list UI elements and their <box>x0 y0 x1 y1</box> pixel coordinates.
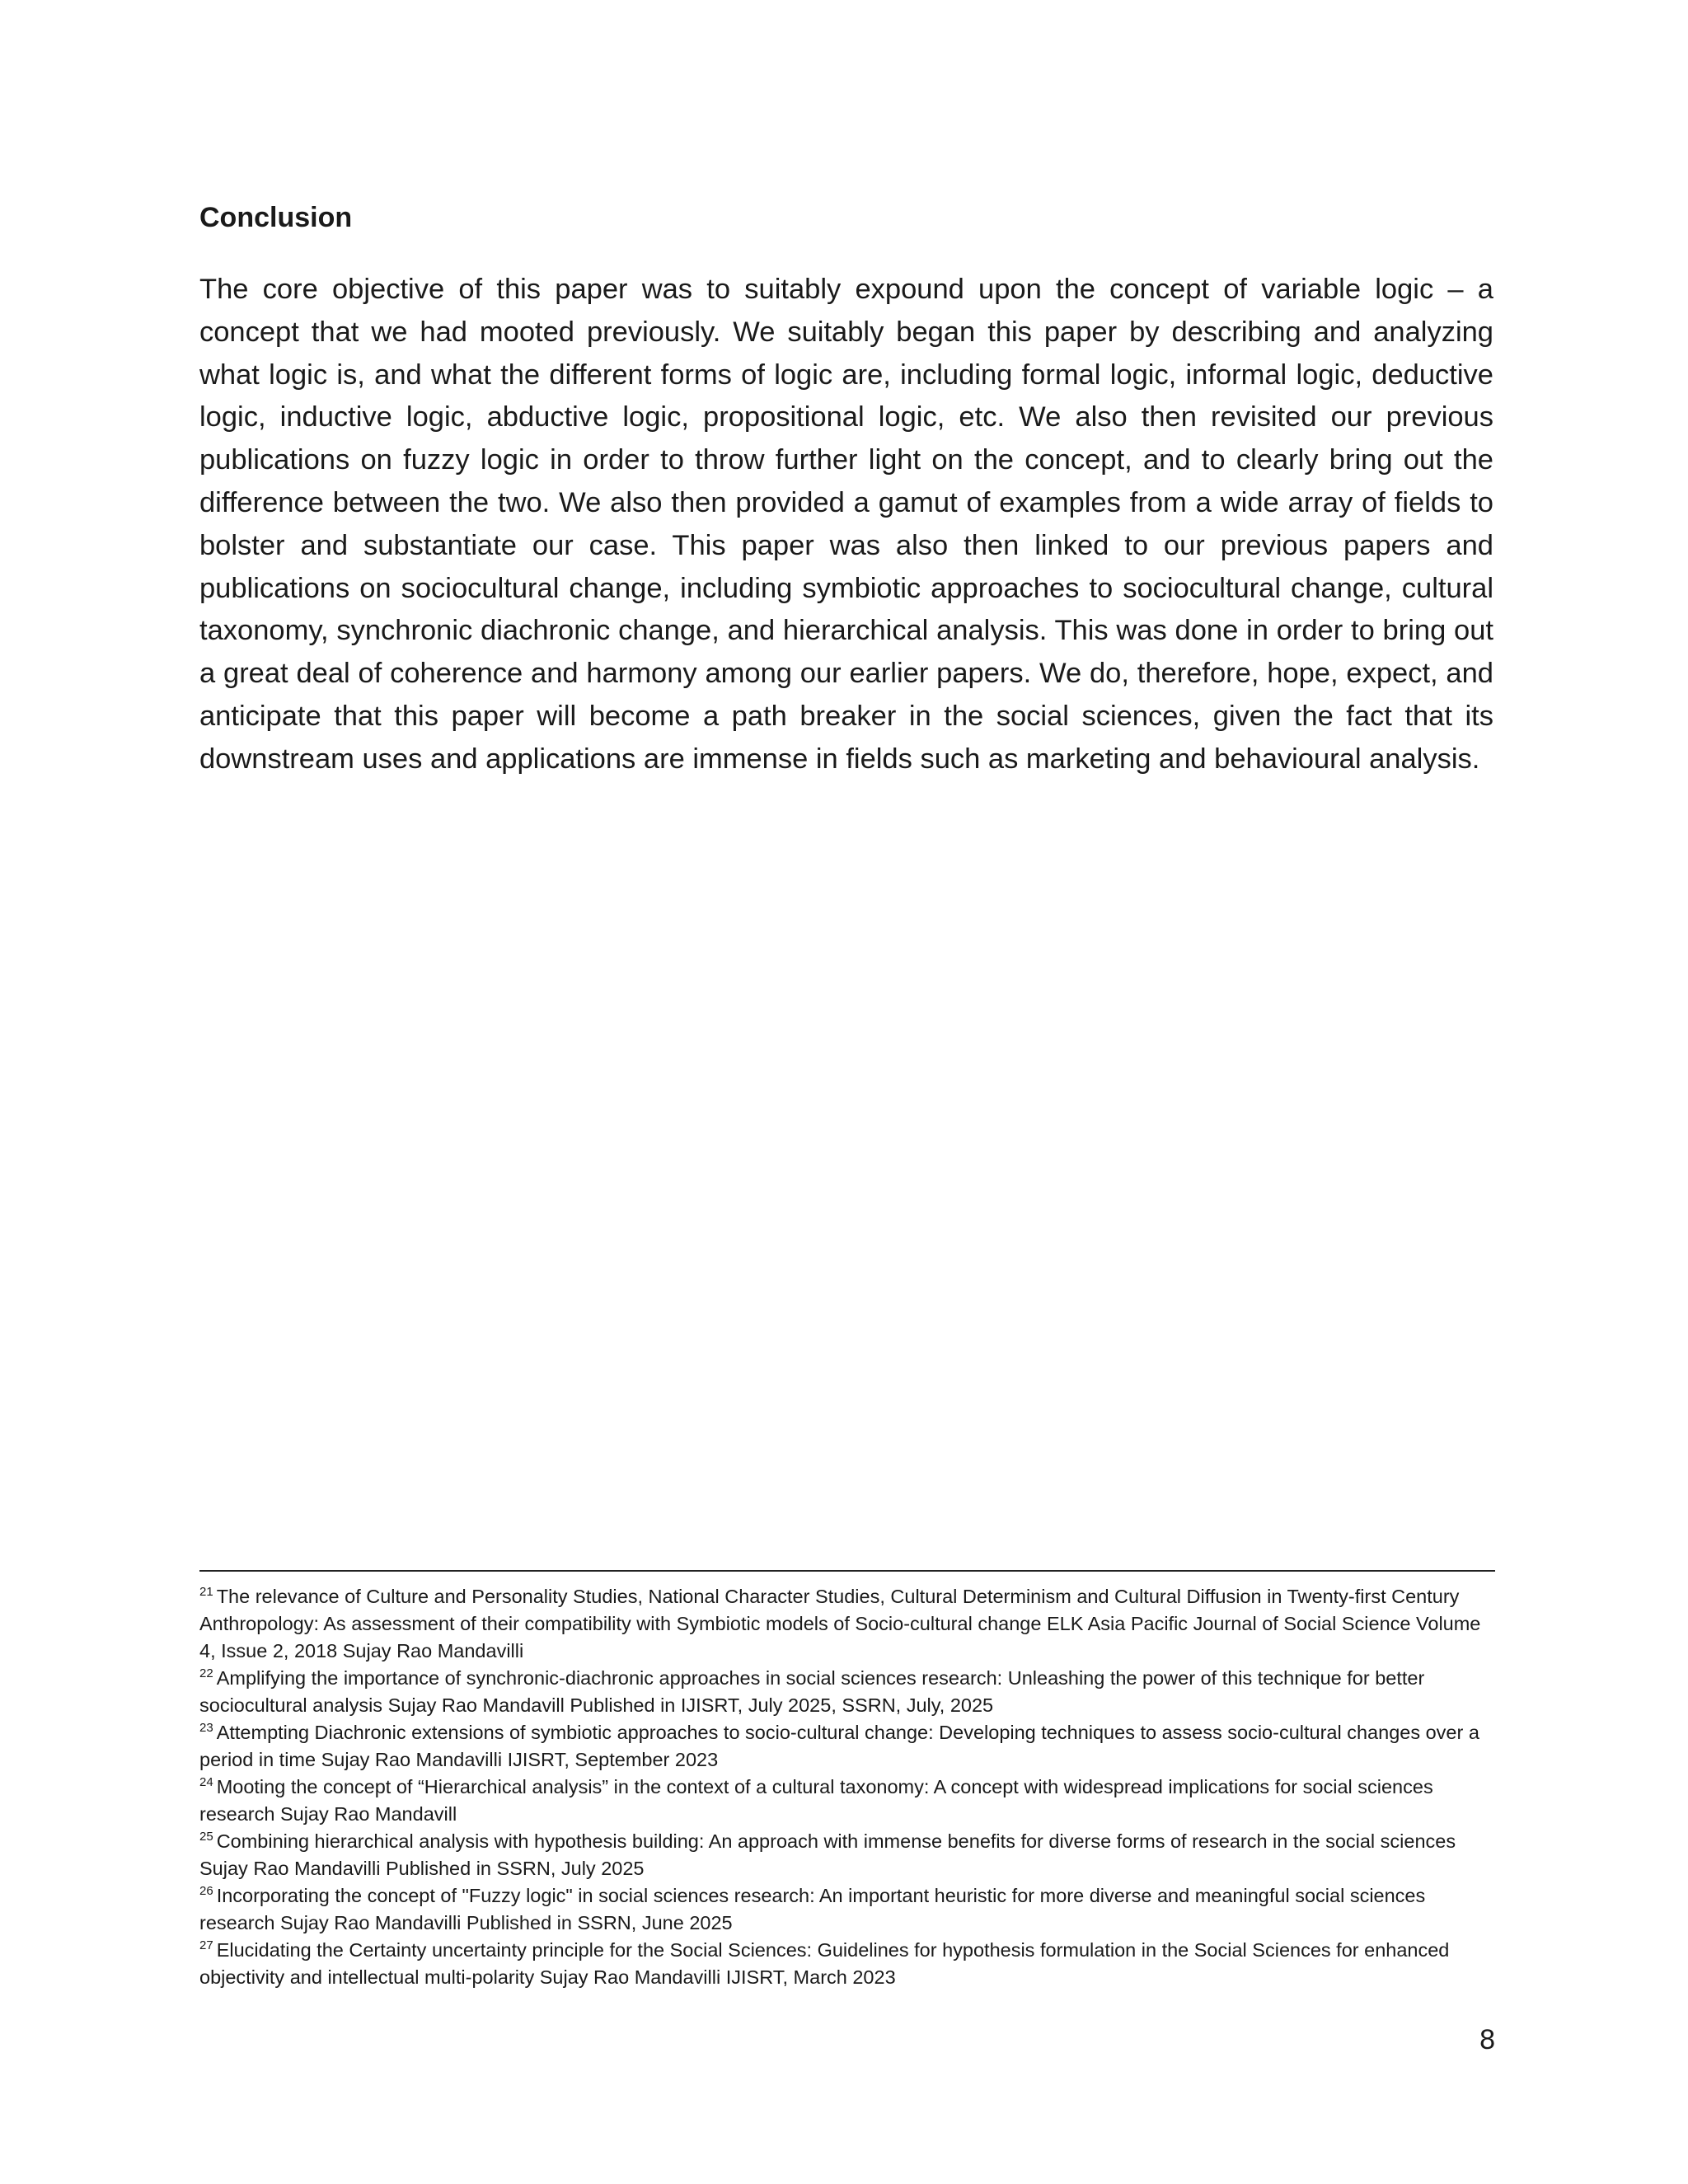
footnote-item <box>199 1774 1495 1828</box>
conclusion-paragraph: The core objective of this paper was to suitably expound upon the concept of variable logic – a concept that we had mooted previously. We suitably began this paper by describing and analyzing what logic is, and what the different forms of logic are, including formal logic, informal logic, deductive logic, inductive logic, abductive logic, propositional logic, etc. We also then revisited our previous publications on fuzzy logic in order to throw further light on the concept, and to clearly bring out the difference between the two. We also then provided a gamut of examples from a wide array of fields to bolster and substantiate our case. This paper was also then linked to our previous papers and publications on sociocultural change, including symbiotic approaches to sociocultural change, cultural taxonomy, synchronic diachronic change, and hierarchical analysis. This was done in order to bring out a great deal of coherence and harmony among our earlier papers. We do, therefore, hope, expect, and anticipate that this paper will become a path breaker in the social sciences, given the fact that its downstream uses and applications are immense in fields such as marketing and behavioural analysis. <box>199 274 1493 775</box>
footnote-text: Combining hierarchical analysis with hypothesis building: An approach with immense benefits for diverse forms of research in the social sciences Sujay Rao Mandavilli Published in SSRN, July 2025 <box>199 1830 1456 1879</box>
footnote-number: 26 <box>199 1884 213 1899</box>
footnote-item <box>199 1665 1495 1719</box>
footnote-number: 24 <box>199 1775 213 1790</box>
footnote-text: Amplifying the importance of synchronic-diachronic approaches in social sciences research: Unleashing the power of this technique for better sociocultural analysis Sujay Rao Mandavill Published in IJISRT, July 2025, SSRN, July, 2025 <box>199 1667 1425 1716</box>
footnote-item <box>199 1828 1495 1882</box>
footnote-item <box>199 1937 1495 1991</box>
footnote-number: 23 <box>199 1721 213 1736</box>
footnote-item <box>199 1583 1495 1665</box>
footnote-text: The relevance of Culture and Personality Studies, National Character Studies, Cultural Determinism and Cultural Diffusion in Twenty-first Century Anthropology: As assessment of their compatibility with Symbiotic models of Socio-cultural change ELK Asia Pacific Journal of Social Science Volume 4, Issue 2, 2018 Sujay Rao Mandavilli <box>199 1586 1481 1661</box>
footnote-number: 27 <box>199 1938 213 1953</box>
footnote-separator <box>199 1570 1495 1572</box>
footnote-text: Elucidating the Certainty uncertainty principle for the Social Sciences: Guidelines for hypothesis formulation in the Social Sciences for enhanced objectivity and intellectual multi-polarity Sujay Rao Mandavilli IJISRT, March 2023 <box>199 1939 1450 1988</box>
footnote-text: Attempting Diachronic extensions of symbiotic approaches to socio-cultural change: Developing techniques to assess socio-cultural changes over a period in time Sujay Rao Mandavilli IJISRT, September 2023 <box>199 1722 1479 1770</box>
section-heading: Conclusion <box>199 202 353 233</box>
page-number: 8 <box>1479 2024 1495 2055</box>
footnote-number: 21 <box>199 1585 213 1600</box>
footnote-item <box>199 1882 1495 1937</box>
footnote-text: Mooting the concept of “Hierarchical analysis” in the context of a cultural taxonomy: A concept with widespread implications for social sciences research Sujay Rao Mandavill <box>199 1776 1433 1825</box>
footnote-item <box>199 1719 1495 1774</box>
footnote-number: 25 <box>199 1830 213 1844</box>
footnote-number: 22 <box>199 1666 213 1681</box>
footnotes-list <box>199 1583 1495 1991</box>
footnote-text: Incorporating the concept of "Fuzzy logic" in social sciences research: An important heuristic for more diverse and meaningful social sciences research Sujay Rao Mandavilli Published in SSRN, June 2025 <box>199 1885 1426 1933</box>
